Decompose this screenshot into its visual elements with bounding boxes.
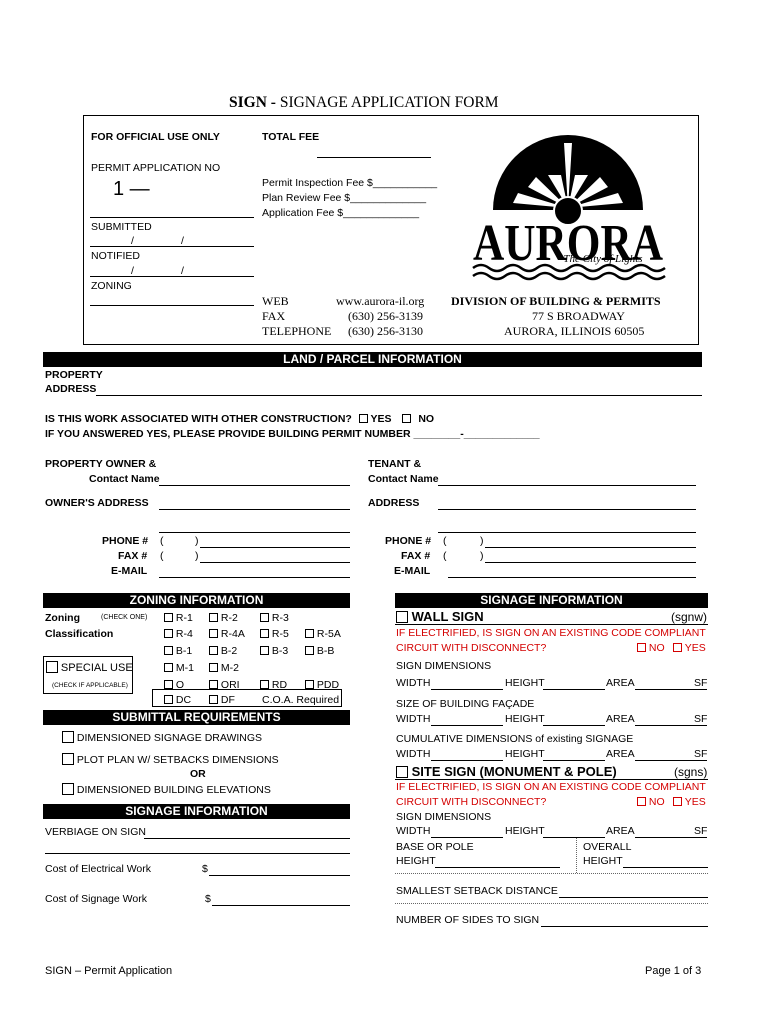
- zone-m1[interactable]: M-1: [164, 662, 194, 674]
- zone-b2[interactable]: B-2: [209, 645, 237, 657]
- zone-rd-checkbox[interactable]: [260, 680, 269, 689]
- zone-r4-checkbox[interactable]: [164, 629, 173, 638]
- tenant-contact-line[interactable]: [438, 485, 696, 486]
- tenant-fax-paren-close: ): [480, 550, 484, 562]
- zone-pdd-checkbox[interactable]: [305, 680, 314, 689]
- submittal-item-plot-plan[interactable]: PLOT PLAN W/ SETBACKS DIMENSIONS: [62, 753, 279, 766]
- site-sign-code: (sgns): [674, 765, 708, 779]
- zone-b1-checkbox[interactable]: [164, 646, 173, 655]
- zone-bb-checkbox[interactable]: [305, 646, 314, 655]
- zone-r5[interactable]: R-5: [260, 628, 289, 640]
- number-of-sides-line[interactable]: [541, 926, 708, 927]
- contact-tel-value: (630) 256-3130: [348, 324, 423, 338]
- overall-height-line[interactable]: [623, 867, 708, 868]
- verbiage-label: VERBIAGE ON SIGN: [45, 826, 146, 838]
- contact-web-label: WEB: [262, 294, 289, 308]
- wall-sign[interactable]: WALL SIGN: [396, 609, 484, 624]
- zone-r4[interactable]: R-4: [164, 628, 193, 640]
- special-use[interactable]: SPECIAL USE: [46, 661, 133, 674]
- submitted-slash-1: /: [131, 235, 134, 247]
- cumulative-area-label: AREA: [606, 748, 635, 760]
- title-rest: SIGNAGE APPLICATION FORM: [279, 94, 499, 111]
- zone-ori[interactable]: ORI: [209, 679, 240, 691]
- zone-b3-checkbox[interactable]: [260, 646, 269, 655]
- cumulative-area-line[interactable]: [635, 760, 707, 761]
- submittal-item-drawings[interactable]: DIMENSIONED SIGNAGE DRAWINGS: [62, 731, 262, 744]
- zone-r2-checkbox[interactable]: [209, 613, 218, 622]
- footer-left: SIGN – Permit Application: [45, 965, 173, 977]
- total-fee-line[interactable]: [317, 157, 431, 158]
- check-one-note: (CHECK ONE): [101, 614, 148, 621]
- owner-fax-paren-open: (: [160, 550, 164, 562]
- wall-height-label: HEIGHT: [505, 677, 545, 689]
- notified-date-line[interactable]: [90, 276, 254, 277]
- owner-title: PROPERTY OWNER &: [45, 458, 157, 470]
- zone-r3[interactable]: R-3: [260, 612, 289, 624]
- tenant-phone-paren-close: ): [480, 535, 484, 547]
- division-street: 77 S BROADWAY: [532, 309, 625, 323]
- submittal-drawings-checkbox[interactable]: [62, 731, 74, 743]
- wall-width-label: WIDTH: [396, 677, 431, 689]
- zoning-line[interactable]: [90, 305, 254, 306]
- submittal-plot-plan-checkbox[interactable]: [62, 753, 74, 765]
- special-use-checkbox[interactable]: [46, 661, 58, 673]
- verbiage-line-1[interactable]: [144, 838, 350, 839]
- cumulative-height-label: HEIGHT: [505, 748, 545, 760]
- wall-width-line[interactable]: [431, 689, 503, 690]
- wall-yes-checkbox[interactable]: [673, 643, 682, 652]
- no-label: NO: [418, 413, 435, 425]
- owner-fax-paren-close: ): [195, 550, 199, 562]
- setback-rule: [395, 903, 708, 904]
- signage-cost-label: Cost of Signage Work: [45, 893, 147, 905]
- owner-email-label: E-MAIL: [111, 565, 148, 577]
- zone-rd[interactable]: RD: [260, 679, 287, 691]
- zone-r3-checkbox[interactable]: [260, 613, 269, 622]
- zone-r5a-checkbox[interactable]: [305, 629, 314, 638]
- yes-checkbox[interactable]: [359, 414, 368, 423]
- wall-sf-label: SF: [694, 677, 708, 689]
- site-sf-label: SF: [694, 825, 708, 837]
- contact-web-value[interactable]: www.aurora-il.org: [336, 294, 425, 308]
- owner-address-line-1[interactable]: [159, 509, 350, 510]
- wall-electrified-question-2: CIRCUIT WITH DISCONNECT?: [396, 642, 547, 654]
- zone-b2-checkbox[interactable]: [209, 646, 218, 655]
- zone-r4a[interactable]: R-4A: [209, 628, 245, 640]
- owner-address-line-2[interactable]: [159, 532, 350, 533]
- official-use-header: FOR OFFICIAL USE ONLY: [91, 131, 220, 143]
- aurora-logo: [468, 125, 668, 285]
- site-height-label: HEIGHT: [505, 825, 545, 837]
- owner-fax-line[interactable]: [200, 562, 350, 563]
- facade-sf-label: SF: [694, 713, 708, 725]
- site-width-line[interactable]: [431, 837, 503, 838]
- cumulative-width-line[interactable]: [431, 760, 503, 761]
- zoning-label: ZONING: [91, 280, 132, 292]
- wall-area-line[interactable]: [635, 689, 707, 690]
- zone-df[interactable]: DF: [209, 694, 235, 706]
- land-parcel-bar: LAND / PARCEL INFORMATION: [43, 352, 702, 367]
- site-height-line[interactable]: [543, 837, 605, 838]
- zone-b1[interactable]: B-1: [164, 645, 192, 657]
- wall-sign-code: (sgnw): [671, 610, 708, 624]
- title-bold: SIGN -: [229, 94, 276, 111]
- building-permit-number-prompt[interactable]: IF YOU ANSWERED YES, PLEASE PROVIDE BUILDING PERMIT NUMBER ________-_____________: [45, 428, 540, 440]
- zone-r5a[interactable]: R-5A: [305, 628, 341, 640]
- zone-m2[interactable]: M-2: [209, 662, 239, 674]
- site-width-label: WIDTH: [396, 825, 431, 837]
- wall-electrified-question-1: IF ELECTRIFIED, IS SIGN ON AN EXISTING CODE COMPLIANT: [396, 627, 706, 639]
- property-label: PROPERTY: [45, 369, 103, 381]
- base-pole-label: BASE OR POLE: [396, 841, 474, 853]
- signage-information-bar-left: SIGNAGE INFORMATION: [43, 804, 350, 819]
- contact-fax-label: FAX: [262, 309, 286, 323]
- owner-phone-paren-open: (: [160, 535, 164, 547]
- wall-sign-underline: [395, 624, 708, 625]
- permit-app-no-value: 1 —: [113, 178, 150, 200]
- tenant-email-label: E-MAIL: [394, 565, 431, 577]
- owner-address-label: OWNER'S ADDRESS: [45, 497, 149, 509]
- wall-height-line[interactable]: [543, 689, 605, 690]
- zone-r1[interactable]: R-1: [164, 612, 193, 624]
- base-pole-height-line[interactable]: [435, 867, 560, 868]
- facade-width-label: WIDTH: [396, 713, 431, 725]
- zone-b3[interactable]: B-3: [260, 645, 288, 657]
- fee-plan-review: Plan Review Fee $_____________: [262, 192, 427, 204]
- no-checkbox[interactable]: [402, 414, 411, 423]
- cumulative-label: CUMULATIVE DIMENSIONS of existing SIGNAGE: [396, 733, 634, 745]
- owner-fax-label: FAX #: [118, 550, 148, 562]
- number-of-sides-label: NUMBER OF SIDES TO SIGN: [396, 914, 540, 926]
- footer-page-number: Page 1 of 3: [645, 965, 702, 977]
- logo-tagline: The City of Lights: [563, 253, 643, 265]
- tenant-phone-line[interactable]: [485, 547, 696, 548]
- zone-bb[interactable]: B-B: [305, 645, 334, 657]
- signage-information-bar-right: SIGNAGE INFORMATION: [395, 593, 708, 608]
- signage-cost-line[interactable]: [212, 905, 350, 906]
- check-if-applicable-note: (CHECK IF APPLICABLE): [52, 682, 128, 689]
- total-fee-label: TOTAL FEE: [262, 131, 320, 143]
- site-no-checkbox[interactable]: [637, 797, 646, 806]
- wall-no-checkbox[interactable]: [637, 643, 646, 652]
- zone-m2-checkbox[interactable]: [209, 663, 218, 672]
- facade-height-line[interactable]: [543, 725, 605, 726]
- facade-width-line[interactable]: [431, 725, 503, 726]
- notified-label: NOTIFIED: [91, 250, 140, 262]
- tenant-title: TENANT &: [368, 458, 422, 470]
- owner-contact-line[interactable]: [159, 485, 350, 486]
- site-electrified-question-2: CIRCUIT WITH DISCONNECT?: [396, 796, 547, 808]
- zone-r1-checkbox[interactable]: [164, 613, 173, 622]
- zone-dc[interactable]: DC: [164, 694, 191, 706]
- site-sign-checkbox[interactable]: [396, 766, 408, 778]
- fee-inspection: Permit Inspection Fee $___________: [262, 177, 438, 189]
- base-pole-height-label: HEIGHT: [396, 855, 436, 867]
- submittal-item-elevations[interactable]: DIMENSIONED BUILDING ELEVATIONS: [62, 783, 271, 796]
- zone-r5-checkbox[interactable]: [260, 629, 269, 638]
- site-dims-bottom-rule: [395, 873, 708, 874]
- electrical-cost-line[interactable]: [209, 875, 350, 876]
- site-electrified-yes[interactable]: YES: [673, 796, 706, 808]
- site-electrified-no[interactable]: NO: [637, 796, 665, 808]
- site-electrified-question-1: IF ELECTRIFIED, IS SIGN ON AN EXISTING CODE COMPLIANT: [396, 781, 706, 793]
- permit-app-no-label: PERMIT APPLICATION NO: [91, 162, 221, 174]
- site-area-line[interactable]: [635, 837, 707, 838]
- contact-tel-label: TELEPHONE: [262, 324, 332, 338]
- wall-area-label: AREA: [606, 677, 635, 689]
- tenant-contact-label: Contact Name: [368, 473, 439, 485]
- site-area-label: AREA: [606, 825, 635, 837]
- submitted-date-line[interactable]: [90, 246, 254, 247]
- site-sign-underline: [395, 779, 708, 780]
- notified-slash-1: /: [131, 265, 134, 277]
- yes-label: YES: [370, 413, 392, 425]
- site-dims-divider: [576, 838, 577, 873]
- tenant-fax-line[interactable]: [485, 562, 696, 563]
- tenant-fax-paren-open: (: [443, 550, 447, 562]
- electrical-dollar: $: [202, 863, 208, 875]
- zone-dc-checkbox[interactable]: [164, 695, 173, 704]
- facade-size-label: SIZE OF BUILDING FAÇADE: [396, 698, 535, 710]
- zone-pdd[interactable]: PDD: [305, 679, 339, 691]
- zoning-information-bar: ZONING INFORMATION: [43, 593, 350, 608]
- cumulative-height-line[interactable]: [543, 760, 605, 761]
- contact-fax-value: (630) 256-3139: [348, 309, 423, 323]
- wall-electrified-yes[interactable]: YES: [673, 642, 706, 654]
- submittal-elevations-checkbox[interactable]: [62, 783, 74, 795]
- zoning-heading: Zoning: [45, 612, 80, 624]
- owner-phone-label: PHONE #: [102, 535, 149, 547]
- cumulative-width-label: WIDTH: [396, 748, 431, 760]
- zone-ori-checkbox[interactable]: [209, 680, 218, 689]
- permit-no-line: [90, 217, 254, 218]
- signage-dollar: $: [205, 893, 211, 905]
- smallest-setback-label: SMALLEST SETBACK DISTANCE: [396, 885, 558, 897]
- zone-r2[interactable]: R-2: [209, 612, 238, 624]
- logo-wordmark: AURORA: [473, 215, 664, 272]
- submittal-requirements-bar: SUBMITTAL REQUIREMENTS: [43, 710, 350, 725]
- wall-sign-dimensions-label: SIGN DIMENSIONS: [396, 660, 492, 672]
- division-city: AURORA, ILLINOIS 60505: [504, 324, 645, 338]
- fee-application: Application Fee $_____________: [262, 207, 420, 219]
- cumulative-sf-label: SF: [694, 748, 708, 760]
- zone-df-checkbox[interactable]: [209, 695, 218, 704]
- property-address-line[interactable]: [96, 395, 702, 396]
- owner-phone-line[interactable]: [200, 547, 350, 548]
- coa-required: C.O.A. Required: [262, 694, 340, 706]
- tenant-phone-paren-open: (: [443, 535, 447, 547]
- verbiage-line-2[interactable]: [45, 853, 350, 854]
- zone-m1-checkbox[interactable]: [164, 663, 173, 672]
- other-construction-question: IS THIS WORK ASSOCIATED WITH OTHER CONSTRUCTION? YES NO: [45, 413, 435, 425]
- submitted-slash-2: /: [181, 235, 184, 247]
- tenant-email-line[interactable]: [448, 577, 696, 578]
- site-sign[interactable]: SITE SIGN (MONUMENT & POLE): [396, 764, 617, 779]
- tenant-address-line-1[interactable]: [438, 509, 696, 510]
- zone-o[interactable]: O: [164, 679, 184, 691]
- site-sign-dimensions-label: SIGN DIMENSIONS: [396, 811, 492, 823]
- zone-o-checkbox[interactable]: [164, 680, 173, 689]
- submittal-or: OR: [190, 768, 206, 780]
- classification-heading: Classification: [45, 628, 114, 640]
- owner-contact-label: Contact Name: [89, 473, 160, 485]
- zone-r4a-checkbox[interactable]: [209, 629, 218, 638]
- facade-area-label: AREA: [606, 713, 635, 725]
- facade-area-line[interactable]: [635, 725, 707, 726]
- tenant-address-label: ADDRESS: [368, 497, 420, 509]
- owner-phone-paren-close: ): [195, 535, 199, 547]
- site-yes-checkbox[interactable]: [673, 797, 682, 806]
- page-title: [229, 94, 499, 112]
- electrical-cost-label: Cost of Electrical Work: [45, 863, 151, 875]
- facade-height-label: HEIGHT: [505, 713, 545, 725]
- overall-label: OVERALL: [583, 841, 632, 853]
- tenant-fax-label: FAX #: [401, 550, 431, 562]
- notified-slash-2: /: [181, 265, 184, 277]
- smallest-setback-line[interactable]: [559, 897, 708, 898]
- wall-sign-checkbox[interactable]: [396, 611, 408, 623]
- overall-height-label: HEIGHT: [583, 855, 623, 867]
- owner-email-line[interactable]: [159, 577, 350, 578]
- tenant-address-line-2[interactable]: [438, 532, 696, 533]
- submitted-label: SUBMITTED: [91, 221, 152, 233]
- tenant-phone-label: PHONE #: [385, 535, 432, 547]
- wall-electrified-no[interactable]: NO: [637, 642, 665, 654]
- division-name: DIVISION OF BUILDING & PERMITS: [451, 294, 661, 308]
- address-label: ADDRESS: [45, 383, 97, 395]
